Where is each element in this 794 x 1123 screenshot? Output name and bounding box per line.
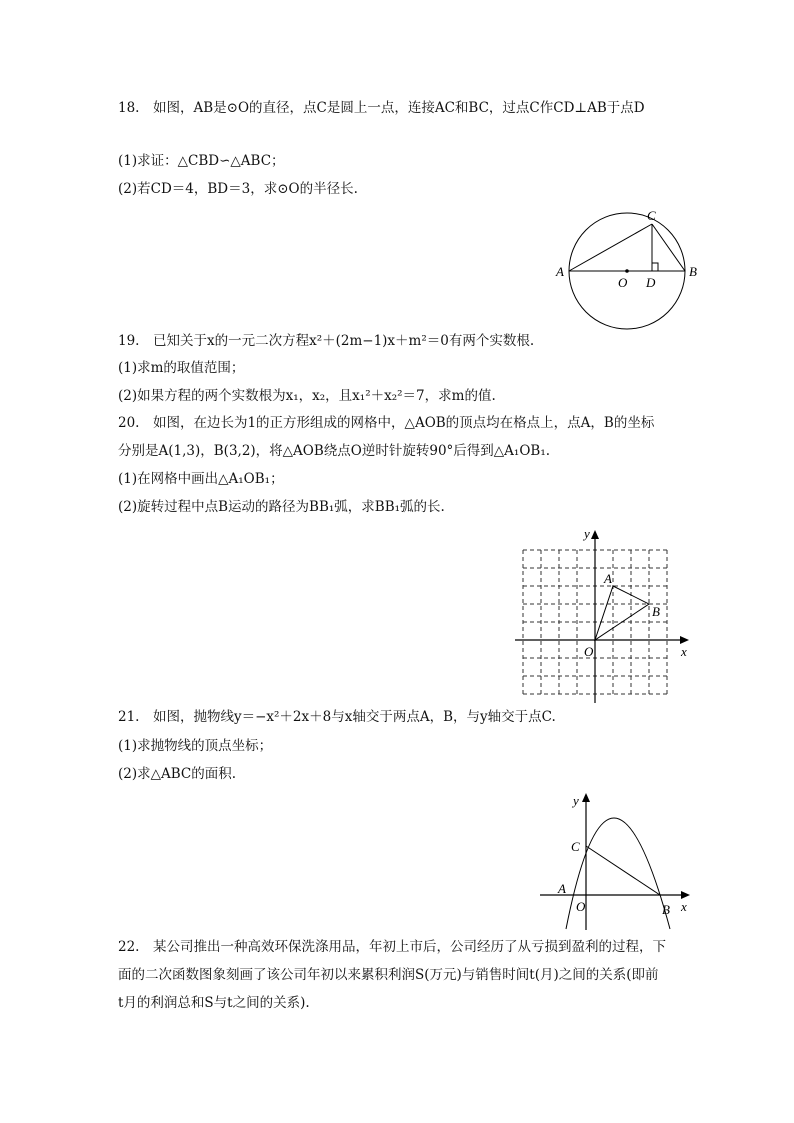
q19-part2: (2)如果方程的两个实数根为x₁，x₂，且x₁²＋x₂²＝7，求m的值. — [118, 388, 496, 404]
q20-grid-figure — [515, 525, 695, 709]
q18-stem: 18. 如图，AB是⊙O的直径，点C是圆上一点，连接AC和BC，过点C作CD⊥AB于点D — [118, 100, 645, 116]
q18-label-b: B — [689, 264, 697, 279]
q20-label-x: x — [681, 644, 687, 659]
q20-label-o: O — [584, 644, 594, 659]
q18-circle-figure — [550, 205, 710, 334]
q21-label-o: O — [576, 899, 586, 914]
q18-label-a: A — [556, 264, 564, 279]
q21-part1: (1)求抛物线的顶点坐标； — [118, 738, 273, 754]
q18-part2: (2)若CD＝4，BD＝3，求⊙O的半径长. — [118, 181, 358, 197]
q18-label-o: O — [618, 275, 628, 290]
q20-label-a: A — [604, 571, 612, 586]
q22-line1: 22. 某公司推出一种高效环保洗涤用品，年初上市后，公司经历了从亏损到盈利的过程，下 — [118, 939, 666, 955]
q20-part2: (2)旋转过程中点B运动的路径为BB₁弧，求BB₁弧的长. — [118, 499, 445, 515]
q21-label-x: x — [681, 899, 687, 914]
q21-label-c: C — [571, 839, 580, 854]
q22-line2: 面的二次函数图象刻画了该公司年初以来累积利润S(万元)与销售时间t(月)之间的关系(即前 — [118, 967, 659, 983]
q19-part1: (1)求m的取值范围； — [118, 360, 245, 376]
q21-label-a: A — [558, 881, 566, 896]
q21-stem: 21. 如图，抛物线y＝−x²＋2x＋8与x轴交于两点A，B，与y轴交于点C. — [118, 709, 556, 725]
q20-stem-line2: 分别是A(1,3)，B(3,2)，将△AOB绕点O逆时针旋转90°后得到△A₁OB₁. — [118, 443, 551, 459]
q18-label-c: C — [647, 208, 656, 223]
q20-label-b: B — [652, 604, 660, 619]
q20-stem-line1: 20. 如图，在边长为1的正方形组成的网格中，△AOB的顶点均在格点上，点A，B的坐标 — [118, 415, 655, 431]
q18-part1: (1)求证：△CBD∽△ABC； — [118, 153, 285, 169]
q19-stem: 19. 已知关于x的一元二次方程x²＋(2m−1)x＋m²＝0有两个实数根. — [118, 333, 535, 349]
q22-line3: t月的利润总和S与t之间的关系). — [118, 995, 310, 1011]
q20-part1: (1)在网格中画出△A₁OB₁； — [118, 471, 284, 487]
q21-part2: (2)求△ABC的面积. — [118, 766, 237, 782]
q21-label-b: B — [662, 902, 670, 917]
q21-parabola-figure — [535, 787, 700, 936]
q18-label-d: D — [646, 275, 656, 290]
q20-label-y: y — [584, 526, 590, 541]
q21-label-y: y — [573, 793, 579, 808]
